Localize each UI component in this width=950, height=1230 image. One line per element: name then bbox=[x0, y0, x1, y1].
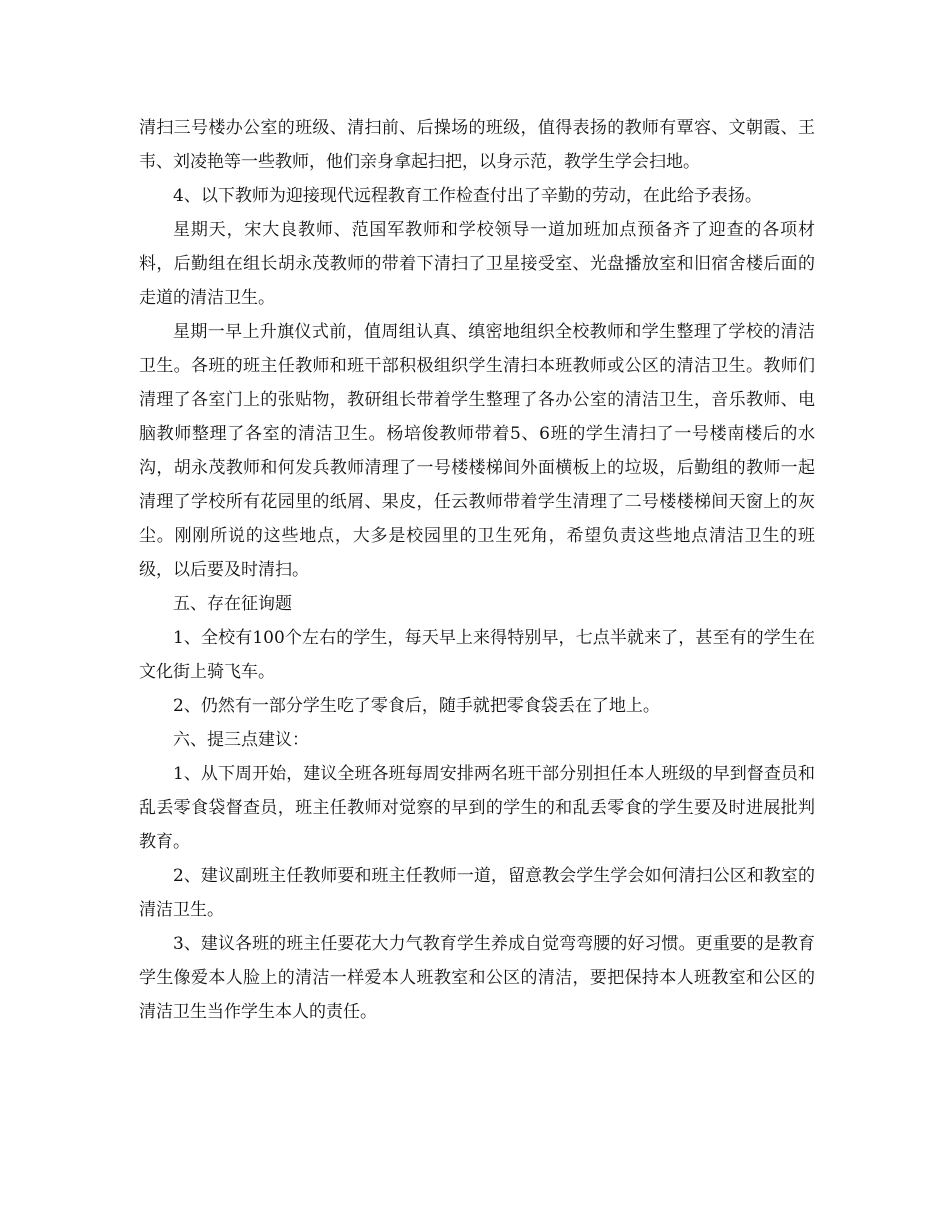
paragraph-suggestion-1: 1、从下周开始，建议全班各班每周安排两名班干部分别担任本人班级的早到督查员和乱丢零食袋督查员，班主任教师对觉察的早到的学生的和乱丢零食的学生要及时进展批判教育。 bbox=[139, 764, 815, 852]
paragraph-continuation: 清扫三号楼办公室的班级、清扫前、后操场的班级，值得表扬的教师有覃容、文朝霞、王韦、刘凌艳等一些教师，他们亲身拿起扫把，以身示范，教学生学会扫地。 bbox=[139, 118, 815, 172]
paragraph-problem-1: 1、全校有100个左右的学生，每天早上来得特别早，七点半就来了，甚至有的学生在文化街上骑飞车。 bbox=[139, 628, 815, 682]
paragraph-suggestion-3: 3、建议各班的班主任要花大力气教育学生养成自觉弯弯腰的好习惯。更重要的是教育学生像爱本人脸上的清洁一样爱本人班教室和公区的清洁，要把保持本人班教室和公区的清洁卫生当作学生本人的责任。 bbox=[139, 934, 815, 1022]
paragraph-sunday-work: 星期天，宋大良教师、范国军教师和学校领导一道加班加点预备齐了迎查的各项材料，后勤组在组长胡永茂教师的带着下清扫了卫星接受室、光盘播放室和旧宿舍楼后面的走道的清洁卫生。 bbox=[139, 220, 815, 308]
paragraph-commendation-intro: 4、以下教师为迎接现代远程教育工作检查付出了辛勤的劳动，在此给予表扬。 bbox=[173, 186, 762, 206]
section-heading-suggestions: 六、提三点建议： bbox=[173, 730, 309, 750]
paragraph-suggestion-2: 2、建议副班主任教师要和班主任教师一道，留意教会学生学会如何清扫公区和教室的清洁卫生。 bbox=[139, 866, 815, 920]
document-body bbox=[139, 111, 815, 1029]
section-heading-problems: 五、存在征询题 bbox=[173, 594, 292, 614]
paragraph-monday-cleanup: 星期一早上升旗仪式前，值周组认真、缜密地组织全校教师和学生整理了学校的清洁卫生。各班的班主任教师和班干部积极组织学生清扫本班教师或公区的清洁卫生。教师们清理了各室门上的张贴物，教研组长带着学生整理了各办公室的清洁卫生，音乐教师、电脑教师整理了各室的清洁卫生。杨培俊教师带着5、6班的学生清扫了一号楼南楼后的水沟，胡永茂教师和何发兵教师清理了一号楼楼梯间外面横板上的垃圾，后勤组的教师一起清理了学校所有花园里的纸屑、果皮，任云教师带着学生清理了二号楼楼梯间天窗上的灰尘。刚刚所说的这些地点，大多是校园里的卫生死角，希望负责这些地点清洁卫生的班级，以后要及时清扫。 bbox=[139, 322, 815, 580]
paragraph-problem-2: 2、仍然有一部分学生吃了零食后，随手就把零食袋丢在了地上。 bbox=[173, 696, 660, 716]
